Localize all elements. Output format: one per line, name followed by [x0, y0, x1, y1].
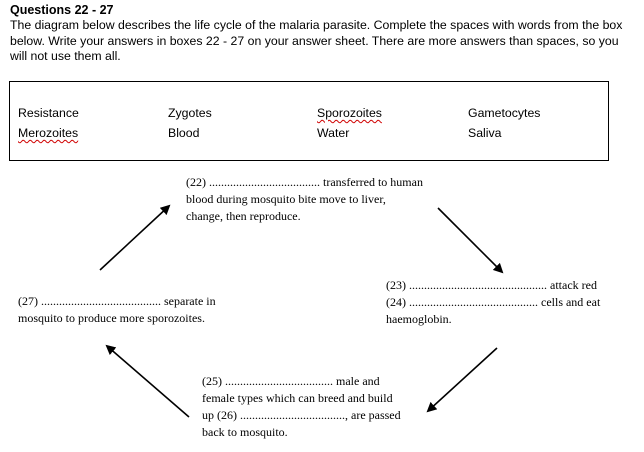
stage-24-line: (24) ........................................... cells and eat	[386, 295, 601, 309]
stage-23-24-line: haemoglobin.	[386, 312, 452, 326]
word-resistance: Resistance	[18, 106, 79, 120]
stage-22-line: (22) ..................................... transferred to human	[186, 175, 423, 189]
stage-27-line: mosquito to produce more sporozoites.	[18, 311, 205, 325]
word-merozoites: Merozoites	[18, 126, 79, 140]
word-sporozoites: Sporozoites	[317, 106, 382, 120]
stage-25-line: female types which can breed and build	[202, 391, 393, 405]
stage-22-line: change, then reproduce.	[186, 209, 301, 223]
word-water: Water	[317, 126, 350, 140]
word-gametocytes: Gametocytes	[468, 106, 541, 120]
arrow-22-to-23	[438, 208, 502, 272]
arrow-27-to-22	[100, 206, 169, 270]
questions-heading: Questions 22 - 27	[10, 3, 114, 17]
word-zygotes: Zygotes	[168, 106, 212, 120]
arrow-25-to-27	[107, 346, 189, 417]
stage-23-line: (23) .............................................. attack red	[386, 278, 597, 292]
word-saliva: Saliva	[468, 126, 502, 140]
arrow-24-to-25	[428, 348, 497, 411]
instructions-text: The diagram below describes the life cycle of the malaria parasite. Complete the spaces with words from the box below. Write your answers in boxes 22 - 27 on your answer sheet. There are more answers than spaces, so you will not use them all.	[10, 18, 623, 63]
stage-27-line: (27) ........................................ separate in	[18, 294, 216, 308]
stage-26-line: up (26) ..................................., are passed	[202, 408, 401, 422]
stage-25-26-line: back to mosquito.	[202, 425, 288, 439]
stage-22-line: blood during mosquito bite move to liver,	[186, 192, 386, 206]
stage-25-line: (25) .................................... male and	[202, 374, 380, 388]
word-blood: Blood	[168, 126, 200, 140]
